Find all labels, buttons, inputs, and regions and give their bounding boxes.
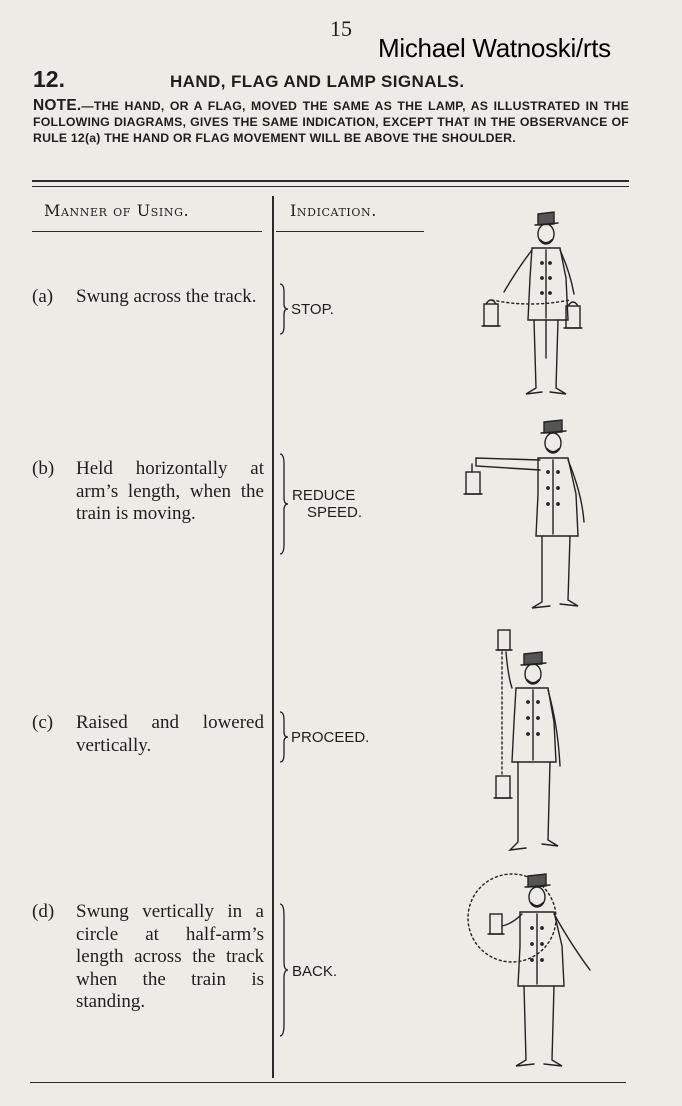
page-number: 15 [330, 16, 352, 41]
row-letter-b: (b) [32, 458, 55, 479]
header-double-rule-bottom [32, 186, 629, 187]
man-swinging-lamp-circle-icon [462, 866, 602, 1076]
rule-number: 12. [33, 66, 65, 92]
man-holding-lamp-horizontally-icon [458, 414, 598, 614]
header-double-rule-top [32, 180, 629, 182]
manner-row-c [32, 712, 264, 757]
brace-a [278, 282, 290, 336]
indication-b-line1: REDUCE [292, 487, 356, 504]
brace-b [278, 452, 290, 556]
manner-row-d [32, 901, 264, 1014]
note-paragraph [33, 98, 629, 146]
photo-credit: Michael Watnoski/rts [378, 33, 611, 63]
brace-d [278, 902, 290, 1038]
row-letter-a: (a) [32, 286, 54, 307]
manner-row-b [32, 458, 264, 526]
indication-a: STOP. [291, 301, 334, 318]
row-letter-d: (d) [32, 901, 55, 922]
column-header-underline-left [32, 231, 262, 232]
column-header-manner: Manner of Using. [44, 201, 190, 220]
manner-row-a [32, 286, 264, 309]
indication-c: PROCEED. [291, 729, 370, 746]
brace-c [278, 710, 290, 764]
man-raising-lamp-vertically-icon [482, 626, 582, 856]
note-label: NOTE. [33, 97, 82, 114]
manner-text-b: Held horizontally at arm’s length, when the train is moving. [76, 458, 264, 525]
manner-text-a: Swung across the track. [76, 286, 257, 307]
man-swinging-lamp-across-icon [470, 208, 590, 403]
note-text: —THE HAND, OR A FLAG, MOVED THE SAME AS THE LAMP, AS ILLUSTRATED IN THE FOLLOWING DIAGRAMS, GIVES THE SAME INDICATION, EXCEPT THAT IN THE OBSERVANCE OF RULE 12(a) THE HAND OR FLAG MOVEMENT WILL BE ABOVE THE SHOULDER. [33, 99, 629, 145]
section-title: HAND, FLAG AND LAMP SIGNALS. [170, 72, 465, 91]
indication-b-line2: SPEED. [307, 504, 363, 521]
bottom-rule [30, 1082, 626, 1083]
manner-text-c: Raised and lowered vertically. [76, 712, 264, 756]
column-header-indication: Indication. [290, 201, 377, 220]
indication-d: BACK. [292, 963, 338, 980]
column-header-underline-right [276, 231, 424, 232]
column-divider [272, 196, 274, 1078]
row-letter-c: (c) [32, 712, 54, 733]
manner-text-d: Swung vertically in a circle at half-arm’s length across the track when the train is standing. [76, 901, 264, 1013]
